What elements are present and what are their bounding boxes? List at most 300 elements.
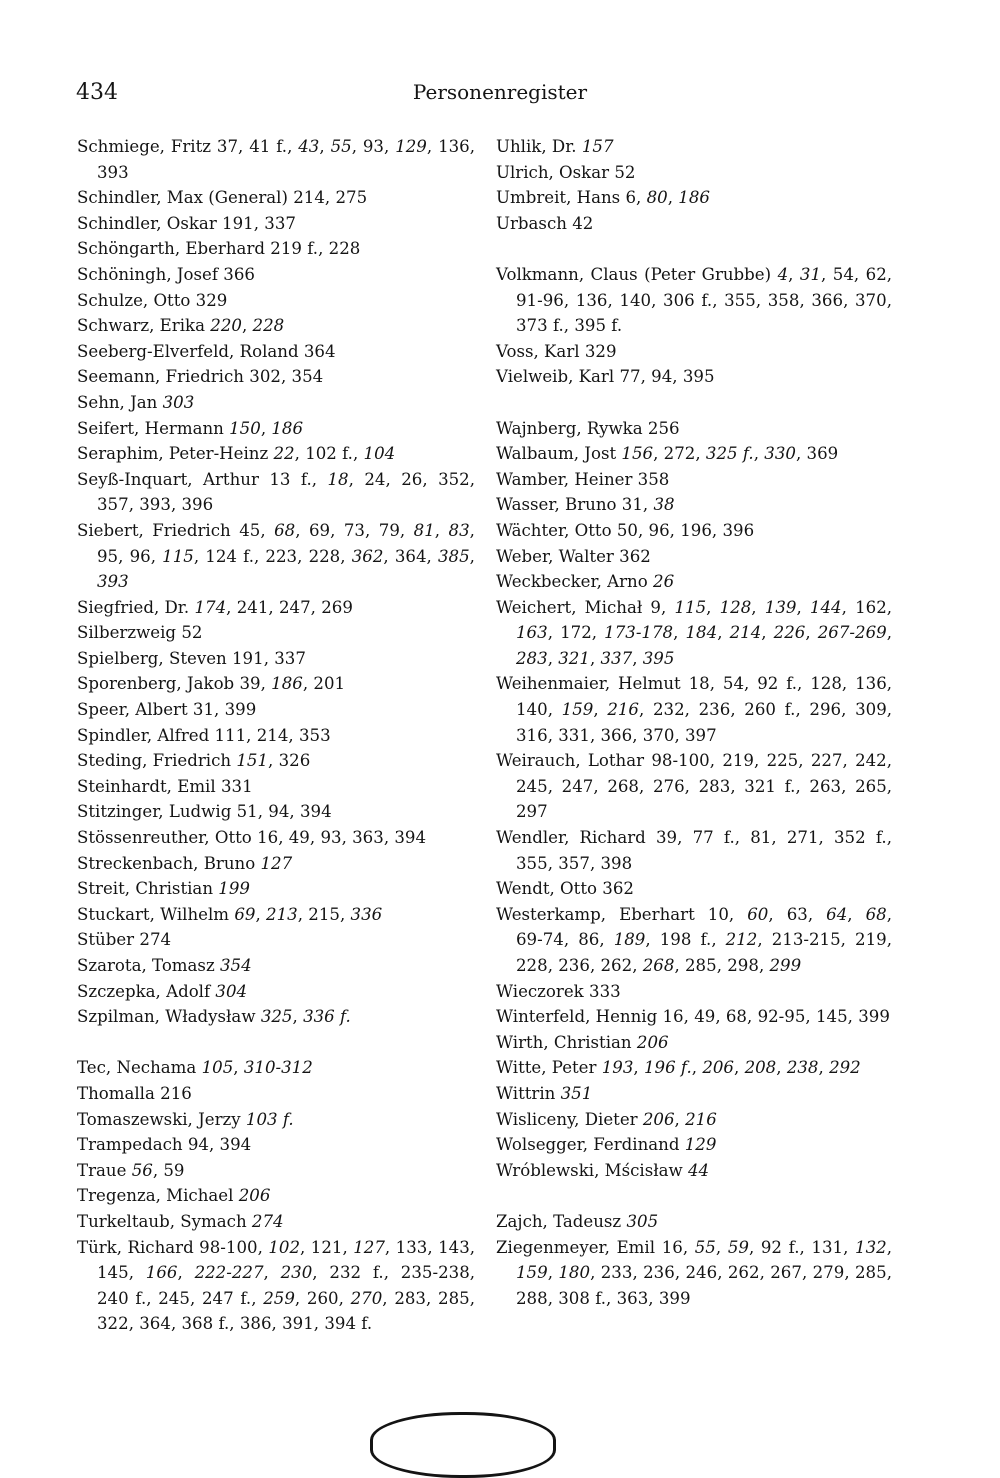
page-reference: 393 [97,572,129,592]
entry-name: Wendler, Richard [496,828,646,848]
page-reference: 240 f. [97,1288,147,1308]
page-reference: 127 [353,1237,385,1257]
index-entry [496,1030,892,1056]
page-reference: 215 [308,904,340,924]
page-reference: 395 f. [574,316,623,336]
page-reference: 337 [274,648,306,668]
page-reference: 391 [282,1314,314,1334]
page-reference: 92 f. [760,1237,800,1257]
entry-name: Turkeltaub, Symach [77,1211,247,1231]
page-reference: 213-215 [771,930,841,950]
page-reference: 385 [437,546,470,566]
page-reference: 94 [268,802,290,822]
entry-name: Wajnberg, Rywka [496,418,643,438]
entry-name: Wittrin [496,1083,556,1103]
page-reference: 52 [181,623,203,643]
entry-name: Spindler, Alfred [77,725,210,745]
page-reference: 63 [786,904,808,924]
page-reference: 336 f. [303,1007,351,1027]
page-reference: 73 [343,520,365,540]
page-reference: 352 [438,469,470,489]
index-column-left [77,134,475,1337]
page-reference: 186 [678,188,710,208]
index-entry: Schindler, Max (General) 214, 275 [77,188,368,208]
page-reference: 232 f. [329,1263,384,1283]
entry-name: Siebert, Friedrich [77,520,231,540]
page-reference: 145 [97,1263,129,1283]
page-reference: 163 [516,623,548,643]
index-entry: Siegfried, Dr. 174, 241, 247, 269 [77,597,353,617]
page-reference: 69 [308,520,331,540]
page-reference: 283 [516,648,548,668]
index-entry: Speer, Albert 31, 399 [77,700,257,720]
page-reference: 369 [806,444,839,464]
page-reference: 132 [855,1237,887,1257]
page-reference: 227 [810,751,843,771]
index-entry [496,544,892,570]
index-entry [77,262,475,288]
entry-name: Streit, Christian [77,879,214,899]
page-reference: 91-96 [516,290,564,310]
page-reference: 366 [223,264,255,284]
page-reference: 296 [809,700,842,720]
page-reference: 272 [663,444,696,464]
page-reference: 150 [229,418,261,438]
page-reference: 267 [770,1263,802,1283]
page-reference: 285 [685,956,717,975]
page-reference: 285 [438,1288,470,1308]
index-entry [77,927,475,953]
page-reference: 353 [298,725,331,745]
page-reference: 45 [239,520,261,540]
page-reference: 233 [600,1263,633,1283]
page-reference: 256 [647,418,680,438]
page-reference: 93 [320,828,342,848]
page-reference: 196 f. [643,1058,692,1078]
page-reference: 393 [139,495,171,515]
entry-name: Türk, Richard [77,1237,194,1257]
page-reference: 41 f. [249,137,288,156]
page-reference: 362 [351,546,384,566]
index-entry: Trampedach 94, 394 [77,1135,252,1155]
index-entry: Türk, Richard 98-100, 102, 121, 127, 133, 143, 145, 166, 222-227, 230, 232 f., 235-238, 240 f., 245, 247 f., 259, 260, 270, 283, 285, 322, 364, 368 f., 386, 391, 394 f. [77,1237,476,1334]
page-reference: 325 [260,1007,293,1027]
index-entry: Westerkamp, Eberhart 10, 60, 63, 64, 68, 69-74, 86, 189, 198 f., 212, 213-215, 219, 228, 236, 262, 268, 285, 298, 299 [496,904,893,975]
index-entry [496,1132,892,1158]
index-entry [77,620,475,646]
page-reference: 127 [260,853,293,873]
page-reference: 22 [273,444,295,464]
page-reference: 162 [855,597,887,617]
index-column-right [496,134,892,1311]
page-reference: 140 [619,290,652,310]
index-entry [496,979,892,1005]
page-reference: 241 [236,597,269,617]
page-reference: 115 [674,597,707,617]
entry-name: Weichert, Michał [496,597,643,617]
page-reference: 321 f. [744,776,796,796]
page-reference: 263 [809,776,842,796]
page-reference: 124 f. [205,546,254,566]
index-entry: Walbaum, Jost 156, 272, 325 f., 330, 369 [496,444,839,464]
page-reference: 226 [773,623,806,643]
entry-name: Szczepka, Adolf [77,981,211,1001]
page-reference: 366 [811,290,844,310]
entry-name: Uhlik, Dr. [496,137,577,156]
page-reference: 397 [685,725,717,745]
entry-name: Wolsegger, Ferdinand [496,1135,680,1155]
page-reference: 26 [653,572,675,592]
page-reference: 189 [613,930,646,950]
entry-name: Wisliceny, Dieter [496,1109,638,1129]
page-reference: 225 [766,751,799,771]
page-reference: 352 f. [834,828,887,848]
index-entry [496,569,892,595]
entry-name: Weber, Walter [496,546,614,566]
page-reference: 128 [810,674,842,694]
page-reference: 216 [160,1083,192,1103]
page-reference: 86 [578,930,600,950]
entry-name: Schindler, Oskar [77,213,217,233]
page-reference: 92-95 [757,1007,806,1027]
page-reference: 186 [271,674,303,694]
index-entry [496,876,892,902]
entry-name: Sporenberg, Jakob [77,674,235,694]
page-reference: 288 [516,1288,548,1308]
page-reference: 102 f. [305,444,353,464]
page-reference: 364 [139,1314,171,1334]
page-reference: 247 [561,776,594,796]
page-reference: 136 [438,137,470,156]
page-reference: 24 [364,469,386,489]
page-reference: 394 [299,802,332,822]
page-reference: 329 [584,341,617,361]
page-reference: 236 [643,1263,675,1283]
page-reference: 235-238 [400,1263,470,1283]
entry-name: Traue [77,1160,127,1180]
entry-name: Siegfried, Dr. [77,597,190,617]
entry-name: Wasser, Bruno [496,495,617,515]
page-reference: 370 [642,725,675,745]
page-reference: 259 [263,1288,295,1308]
page-reference: 357 [558,853,590,873]
index-entry: Schöngarth, Eberhard 219 f., 228 [77,239,361,259]
entry-name: Westerkamp, Eberhart [496,904,695,924]
entry-name: Witte, Peter [496,1058,597,1078]
page-reference: 144 [809,597,842,617]
page-reference: 270 [350,1288,383,1308]
page-reference: 396 [722,520,755,540]
page-reference: 398 [600,853,633,873]
page-reference: 208 [744,1058,777,1078]
page-reference: 232 [652,700,685,720]
page-reference: 206 [642,1109,675,1129]
page-reference: 363 [616,1288,649,1308]
entry-name: Seeberg-Elverfeld, Roland [77,341,299,361]
page-reference: 206 [636,1032,669,1052]
entry-name: Silberzweig [77,623,177,643]
page-reference: 9 [650,597,661,617]
entry-name: Seraphim, Peter-Heinz [77,444,269,464]
page-reference: 260 [306,1288,339,1308]
page-reference: 236 [558,956,590,975]
index-entry: Umbreit, Hans 6, 80, 186 [496,188,710,208]
page-reference: 246 [685,1263,718,1283]
page-reference: 16 [661,1237,683,1257]
index-entry: Wächter, Otto 50, 96, 196, 396 [496,520,755,540]
page-reference: 54 [722,674,745,694]
page-reference: 38 [653,495,675,515]
page-reference: 310-312 [243,1058,313,1078]
page-reference: 274 [251,1211,284,1231]
index-entry [77,1107,475,1133]
index-entry [77,1183,475,1209]
page-reference: 94 [651,367,673,387]
entry-name: Schwarz, Erika [77,316,205,336]
index-entry: Stitzinger, Ludwig 51, 94, 394 [77,802,332,822]
page-reference: 52 [614,162,636,182]
page-reference: 39 [655,828,678,848]
page-reference: 322 [97,1314,129,1334]
page-reference: 37 [216,137,239,156]
entry-name: Steding, Friedrich [77,751,232,771]
page-reference: 79 [378,520,400,540]
page-reference: 228 [516,956,548,975]
page-reference: 247 f. [201,1288,252,1308]
index-entry [496,1158,892,1184]
page-reference: 83 [448,520,470,540]
index-entry [496,416,892,442]
page-reference: 302 [249,367,281,387]
page-reference: 151 [236,751,269,771]
index-entry: Traue 56, 59 [77,1160,185,1180]
page-reference: 59 [727,1237,749,1257]
entry-name: Winterfeld, Hennig [496,1007,658,1027]
index-entry [77,339,475,365]
entry-name: Wächter, Otto [496,520,612,540]
page-reference: 136 [855,674,887,694]
page-reference: 219 [722,751,754,771]
page-reference: 191 [232,648,264,668]
entry-name: Schulze, Otto [77,290,191,310]
page-reference: 129 [684,1135,717,1155]
index-entry: Stössenreuther, Otto 16, 49, 93, 363, 394 [77,828,427,848]
entry-name: Trampedach [77,1135,183,1155]
page-reference: 104 [363,444,396,464]
page-reference: 297 [516,802,548,822]
page-reference: 357 [97,495,129,515]
page-reference: 275 [335,188,368,208]
index-entry: Vielweib, Karl 77, 94, 395 [496,367,715,387]
page-reference: 42 [572,213,594,233]
entry-name: Ziegenmeyer, Emil [496,1237,656,1257]
index-entry: Witte, Peter 193, 196 f., 206, 208, 238, 292 [496,1058,861,1078]
page-reference: 50 [616,520,638,540]
index-entry [77,953,475,979]
page-reference: 351 [560,1083,593,1103]
page-reference: 358 [637,469,670,489]
page-reference: 230 [280,1263,313,1283]
page-reference: 128 [719,597,752,617]
page-reference: 18 [327,469,349,489]
index-entry [77,288,475,314]
page-reference: 139 [764,597,797,617]
page-reference: 62 [865,264,887,284]
index-entry [496,134,892,160]
index-entry: Schmiege, Fritz 37, 41 f., 43, 55, 93, 129, 136, 393 [77,137,476,182]
page-reference: 283 [698,776,731,796]
letter-group-gap [496,1183,892,1209]
entry-name: Szpilman, Władysław [77,1007,256,1027]
page-reference: 304 [215,981,248,1001]
page-reference: 214 [729,623,762,643]
page-reference: 18 [688,674,710,694]
page-reference: 245 [158,1288,190,1308]
page-reference: 173-178 [604,623,674,643]
page-reference: 103 f. [245,1109,294,1129]
page-reference: 399 [658,1288,691,1308]
page-reference: 228 [308,546,341,566]
page-reference: 60 [747,904,769,924]
page-reference: 166 [145,1263,178,1283]
page-number: 434 [76,80,118,105]
entry-name: Schöngarth, Eberhard [77,239,266,259]
page-reference: 325 f. [705,444,754,464]
entry-name: Seemann, Friedrich [77,367,244,387]
entry-name: Wendt, Otto [496,879,597,899]
page-reference: 98-100 [651,751,710,771]
page-reference: 196 [680,520,712,540]
page-reference: 180 [558,1263,591,1283]
page-reference: 81 [413,520,435,540]
page-reference: 77 f. [692,828,735,848]
page-reference: 174 [194,597,227,617]
page-reference: 81 [750,828,772,848]
page-reference: 69 [234,904,256,924]
page-reference: 279 [812,1263,845,1283]
page-reference: 156 [621,444,654,464]
entry-name: Stössenreuther, Otto [77,828,252,848]
page-reference: 68 [865,904,887,924]
index-entry: Weihenmaier, Helmut 18, 54, 92 f., 128, 136, 140, 159, 216, 232, 236, 260 f., 296, 309, 316, 331, 366, 370, 397 [496,674,893,745]
index-entry: Sporenberg, Jakob 39, 186, 201 [77,674,346,694]
page-reference: 292 [829,1058,861,1078]
page-reference: 269 [321,597,353,617]
index-entry: Spielberg, Steven 191, 337 [77,648,306,668]
page-reference: 193 [601,1058,634,1078]
page-reference: 262 [727,1263,760,1283]
index-entry [496,467,892,493]
index-entry [77,851,475,877]
page-reference: 395 [642,648,675,668]
index-entry [77,774,475,800]
entry-name: Stüber [77,930,135,950]
entry-name: Ulrich, Oskar [496,162,610,182]
entry-name: Wróblewski, Mścisław [496,1160,683,1180]
index-entry [77,390,475,416]
entry-name: Spielberg, Steven [77,648,227,668]
page-reference: 262 [600,956,633,975]
entry-name: Wamber, Heiner [496,469,633,489]
page-reference: 31 [621,495,643,515]
page-reference: 206 [238,1186,271,1206]
page-reference: 214 [256,725,289,745]
page-reference: 26 [401,469,423,489]
page-reference: 64 [826,904,848,924]
index-entry: Szpilman, Władysław 325, 336 f. [77,1007,351,1027]
index-entry: Volkmann, Claus (Peter Grubbe) 4, 31, 54, 62, 91-96, 136, 140, 306 f., 355, 358, 366, 370, 373 f., 395 f. [496,264,893,336]
page-reference: 306 f. [663,290,713,310]
page-reference: 354 [291,367,324,387]
entry-name: Szarota, Tomasz [77,956,215,975]
page-reference: 201 [313,674,346,694]
page-reference: 131 [811,1237,844,1257]
entry-name: Voss, Karl [496,341,580,361]
page-reference: 92 f. [757,674,798,694]
page-reference: 59 [163,1160,185,1180]
page-reference: 316 [516,725,548,745]
page-reference: 321 [558,648,590,668]
page-reference: 355 [724,290,756,310]
page-reference: 260 f. [744,700,796,720]
running-title: Personenregister [412,80,588,104]
index-entry: Seifert, Hermann 150, 186 [77,418,304,438]
entry-name: Tec, Nechama [77,1058,197,1078]
page-reference: 136 [575,290,608,310]
page-reference: 198 f. [659,930,712,950]
page-reference: 140 [516,700,548,720]
page-reference: 303 [162,392,195,412]
entry-name: Seyß-Inquart, Arthur [77,469,259,489]
page-reference: 298 [727,956,759,975]
page-reference: 98-100 [199,1237,258,1257]
page-reference: 331 [558,725,590,745]
page-reference: 268 [642,956,675,975]
page-reference: 80 [646,188,668,208]
page-reference: 393 [97,162,129,182]
page-reference: 268 [607,776,639,796]
page-reference: 362 [602,879,634,899]
page-reference: 366 [600,725,633,745]
page-reference: 159 [561,700,594,720]
entry-name: Speer, Albert [77,700,188,720]
page-reference: 10 [707,904,729,924]
entry-name: Umbreit, Hans [496,188,621,208]
page-reference: 43 [298,137,320,156]
page-reference: 39 [239,674,261,694]
page-reference: 96 [648,520,670,540]
page-reference: 31 [192,700,215,720]
bottom-stamp-shape [370,1412,556,1478]
entry-name: Streckenbach, Bruno [77,853,256,873]
page-reference: 102 [268,1237,301,1257]
page-reference: 373 f. [516,316,564,336]
index-entry: Ziegenmeyer, Emil 16, 55, 59, 92 f., 131, 132, 159, 180, 233, 236, 246, 262, 267, 279, 285, 288, 308 f., 363, 399 [496,1237,892,1308]
page-reference: 394 f. [324,1314,373,1334]
page-reference: 68 [274,520,296,540]
index-entry: Seemann, Friedrich 302, 354 [77,367,324,387]
page-reference: 386 [239,1314,272,1334]
page-reference: 77 [619,367,641,387]
index-entry: Schindler, Oskar 191, 337 [77,213,296,233]
page-reference: 95 [97,546,119,566]
index-entry: Wisliceny, Dieter 206, 216 [496,1109,717,1129]
page-reference: 184 [685,623,718,643]
page-reference: 133 [395,1237,428,1257]
page-reference: 68 [725,1007,747,1027]
page-reference: 396 [181,495,214,515]
page-reference: 172 [560,623,592,643]
